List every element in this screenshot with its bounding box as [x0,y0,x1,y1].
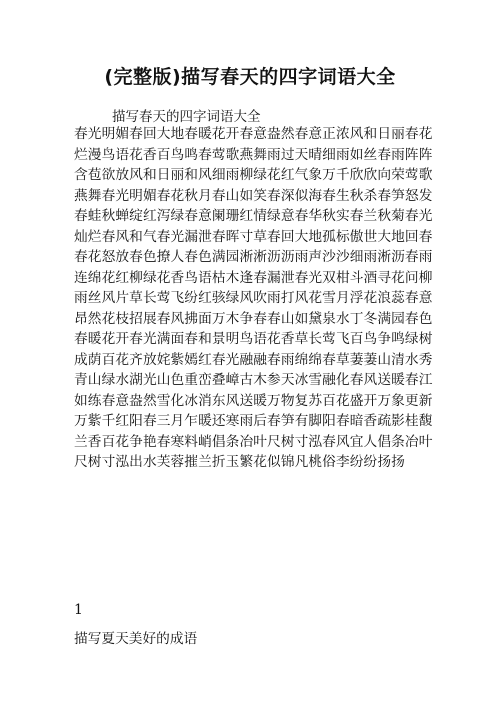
next-section-heading: 描写夏天美好的成语 [74,631,198,647]
document-title: (完整版)描写春天的四字词语大全 [104,66,396,88]
page-number: 1 [74,602,83,618]
document-subtitle: 描写春天的四字词语大全 [112,109,261,125]
body-paragraph: 春光明媚春回大地春暖花开春意盎然春意正浓风和日丽春花烂漫鸟语花香百鸟鸣春莺歌燕舞雨过天晴细雨如丝春雨阵阵含苞欲放风和日丽和风细雨柳绿花红气象万千欣欣向荣莺歌燕舞春光明媚春花秋月春山如笑春深似海春生秋杀春笋怒发春蛙秋蝉绽红泻绿春意阑珊红情绿意春华秋实春兰秋菊春光灿烂春风和气春光漏泄春晖寸草春回大地孤标傲世大地回春春花怒放春色撩人春色满园淅淅沥沥雨声沙沙细雨淅沥春雨连绵花红柳绿花香鸟语枯木逢春漏泄春光双柑斗酒寻花问柳雨丝风片草长莺飞纷红骇绿风吹雨打风花雪月浮花浪蕊春意昂然花枝招展春风拂面万木争春春山如黛泉水丁冬满园春色春暖花开春光满面春和景明鸟语花香草长莺飞百鸟争鸣绿树成荫百花齐放姹紫嫣红春光融融春雨绵绵春草萋萋山清水秀青山绿水湖光山色重峦叠嶂古木参天冰雪融化春风送暖春江如练春意盎然雪化冰消东风送暖万物复苏百花盛开万象更新万紫千红阳春三月乍暖还寒雨后春笋有脚阳春暗香疏影桂馥兰香百花争艳春寒料峭倡条冶叶尺树寸泓春风宜人倡条冶叶尺树寸泓出水芙蓉摧兰折玉繁花似锦凡桃俗李纷纷扬扬 [74,126,433,470]
